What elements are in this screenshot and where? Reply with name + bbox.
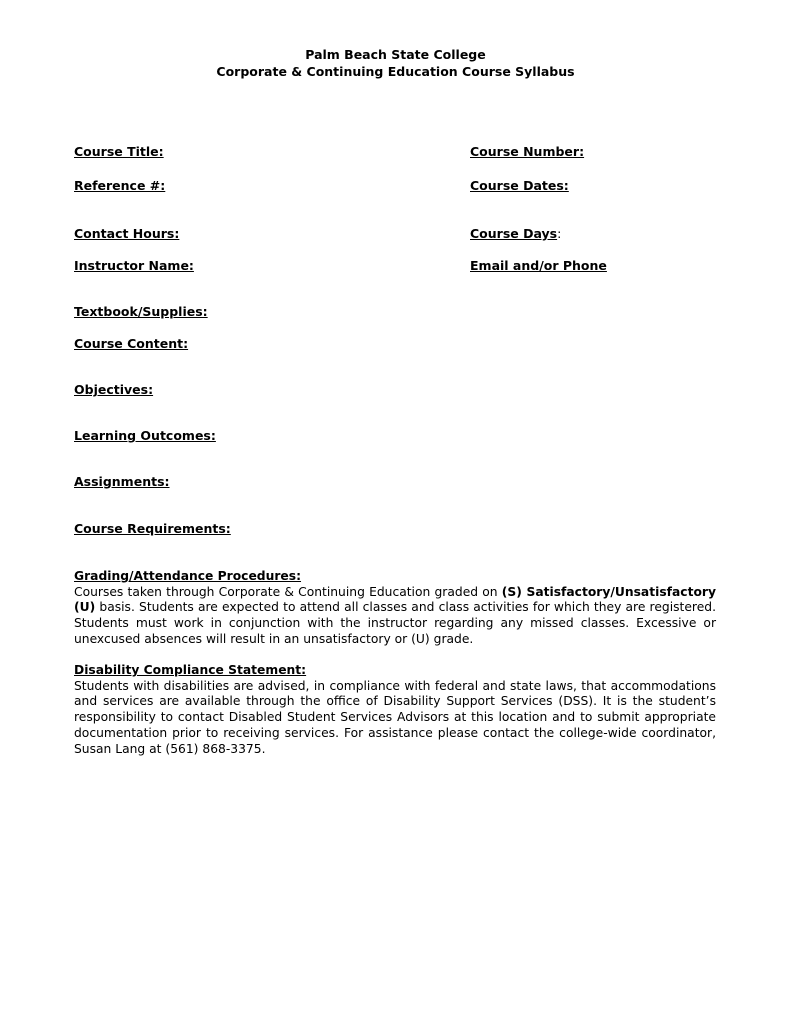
syllabus-title: Corporate & Continuing Education Course Syllabus bbox=[216, 64, 575, 79]
textbook-label: Textbook/Supplies: bbox=[74, 304, 208, 319]
course-dates-label: Course Dates: bbox=[470, 178, 569, 193]
grading-heading: Grading/Attendance Procedures: bbox=[74, 569, 302, 583]
course-title-label: Course Title: bbox=[74, 144, 164, 159]
course-days-colon: : bbox=[557, 226, 562, 241]
contact-hours-label: Contact Hours: bbox=[74, 226, 180, 241]
disability-heading: Disability Compliance Statement: bbox=[74, 663, 307, 677]
learning-outcomes-label: Learning Outcomes: bbox=[74, 428, 216, 443]
disability-text: Students with disabilities are advised, in compliance with federal and state laws, that accommodations and services are available through the office of Disability Support Services (DSS). It is the student’s responsibility to contact Disabled Student Services Advisors at this location and to submit appropriate documentation prior to receiving services. For assistance please contact the college-wide coordinator, Susan Lang at (561) 868-3375. bbox=[74, 678, 716, 756]
assignments-label: Assignments: bbox=[74, 474, 170, 489]
grading-bold: (S) Satisfactory/Unsatisfactory (U) bbox=[74, 584, 716, 615]
college-name: Palm Beach State College bbox=[305, 47, 486, 62]
reference-label: Reference #: bbox=[74, 178, 166, 193]
instructor-name-label: Instructor Name: bbox=[74, 258, 194, 273]
course-days-text: Course Days bbox=[470, 226, 558, 241]
course-days-label bbox=[470, 226, 561, 241]
course-requirements-label: Course Requirements: bbox=[74, 521, 231, 536]
course-content-label: Course Content: bbox=[74, 336, 189, 351]
email-phone-label: Email and/or Phone bbox=[470, 258, 607, 273]
grading-text bbox=[74, 585, 716, 648]
disability-section bbox=[74, 663, 716, 757]
grading-text-2: basis. Students are expected to attend all classes and class activities for which they are registered. Students must work in conjunction with the instructor regarding any missed classes. Excessive or unexcused absences will result in an unsatisfactory or (U) grade. bbox=[74, 600, 716, 646]
objectives-label: Objectives: bbox=[74, 382, 154, 397]
grading-section bbox=[74, 569, 716, 648]
grading-text-1: Courses taken through Corporate & Continuing Education graded on bbox=[74, 584, 502, 599]
course-number-label: Course Number: bbox=[470, 144, 585, 159]
